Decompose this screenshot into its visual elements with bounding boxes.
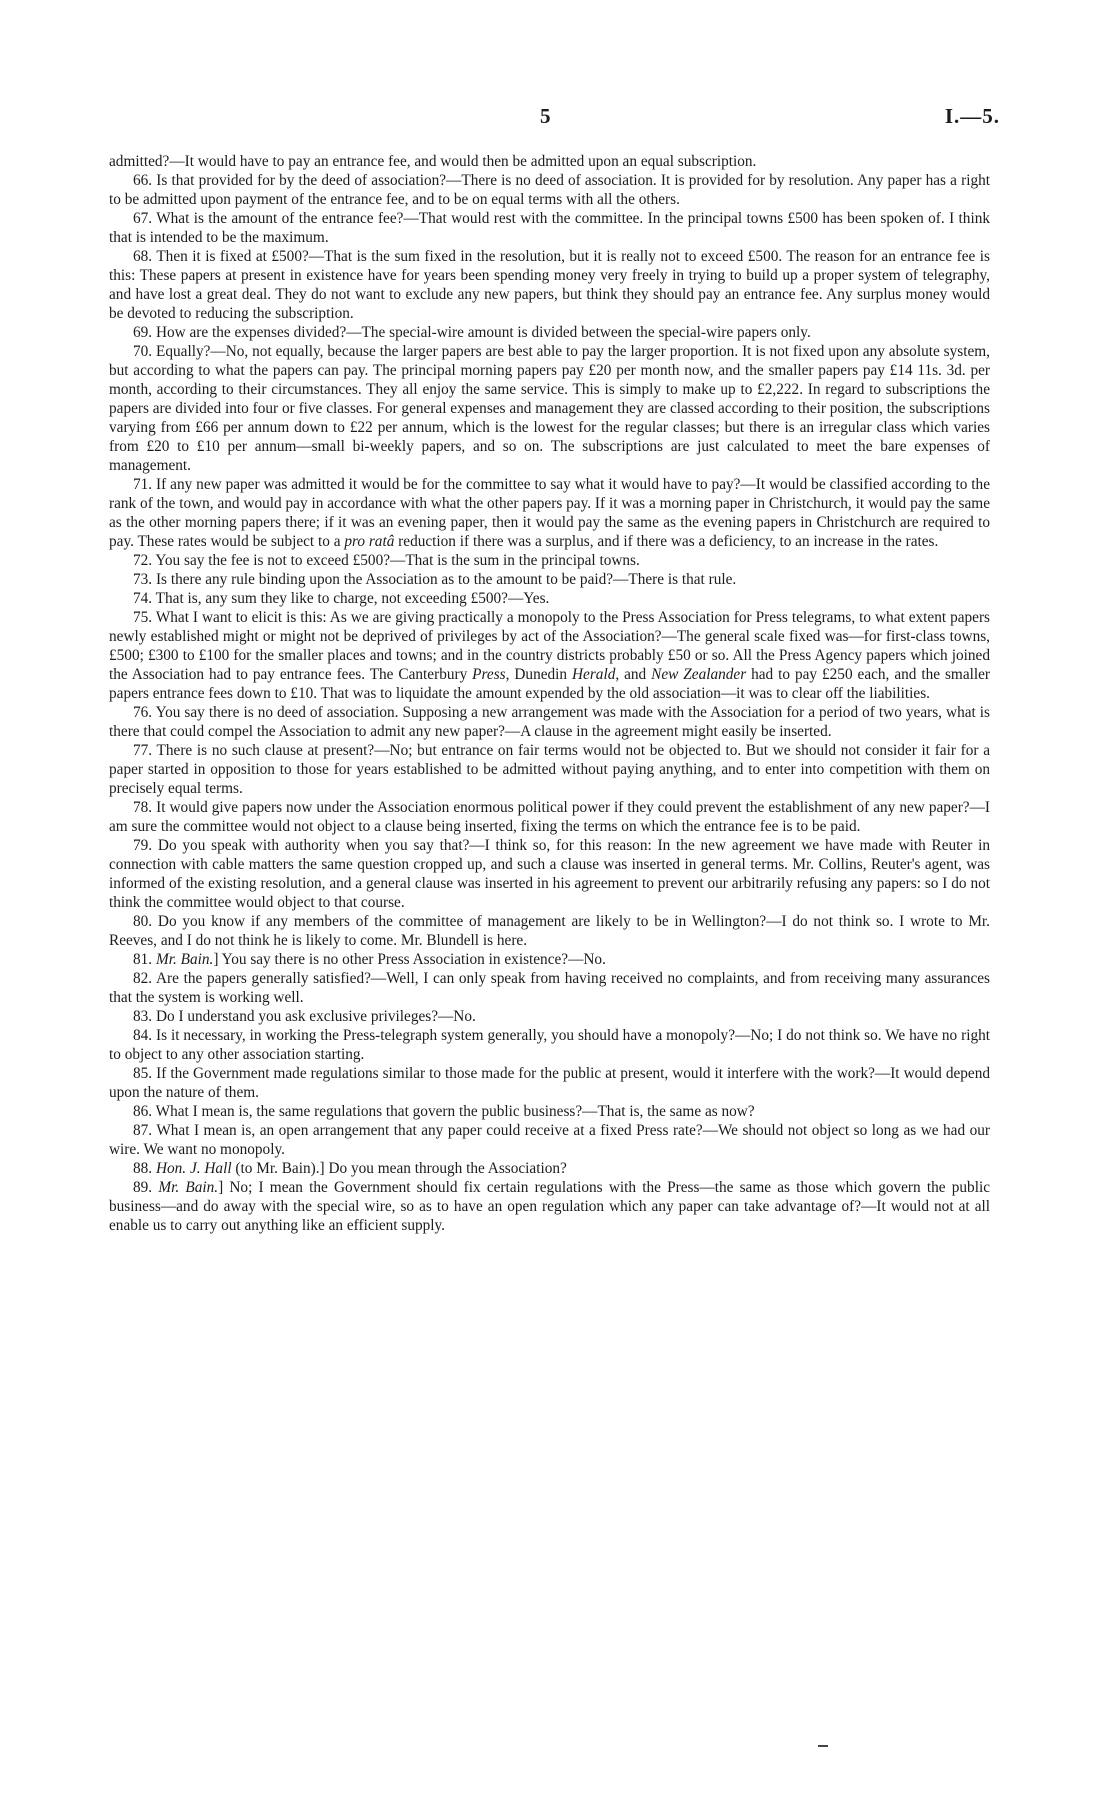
paragraph-79: 79. Do you speak with authority when you say that?—I think so, for this reason: In the new agreement we have made with Reuter in connection with cable matters the same question cropped up, and such a clause was inserted in general terms. Mr. Collins, Reuter's agent, was informed of the existing resolution, and a general clause was inserted in his agreement to prevent our arbitrarily refusing any papers: so I do not think the committee would object to that course. bbox=[109, 837, 990, 911]
paragraph-68: 68. Then it is fixed at £500?—That is the sum fixed in the resolution, but it is really not to exceed £500. The reason for an entrance fee is this: These papers at present in existence have for years been spending money very freely in trying to build up a proper system of telegraphy, and have lost a great deal. They do not want to exclude any new papers, but think they should pay an entrance fee. Any surplus money would be devoted to reducing the subscription. bbox=[109, 248, 990, 322]
paragraph-74: 74. That is, any sum they like to charge, not exceeding £500?—Yes. bbox=[133, 590, 550, 607]
paragraph-72: 72. You say the fee is not to exceed £500?—That is the sum in the principal towns. bbox=[133, 552, 640, 569]
paragraph-69: 69. How are the expenses divided?—The special-wire amount is divided between the special-wire papers only. bbox=[133, 324, 811, 341]
paragraph-67: 67. What is the amount of the entrance fee?—That would rest with the committee. In the principal towns £500 has been spoken of. I think that is intended to be the maximum. bbox=[109, 210, 990, 246]
text-run: 75. What I want to elicit is this: As we are giving practically a monopoly to the Press Association for Press telegrams, to what extent papers newly established might or might not be deprived of privileges by act of the Association?—The general scale fixed was—for first-class towns, £500; £300 to £100 for the smaller places and towns; and in the country districts probably £50 or so. All the Press Agency papers which joined the Association had to pay entrance fees. The Canterbury bbox=[109, 609, 990, 683]
paragraph-81 bbox=[109, 950, 990, 969]
text-run: ] No; I mean the Government should fix certain regulations with the Press—the same as those which govern the public business—and do away with the special wire, so as to have an open regulation which any paper can take advantage of?—It would not at all enable us to carry out anything like an efficient supply. bbox=[109, 1179, 990, 1234]
page-mark bbox=[818, 1745, 828, 1747]
italic-text: Mr. Bain. bbox=[155, 951, 214, 968]
paragraph-89 bbox=[109, 1178, 990, 1235]
paragraph-80: 80. Do you know if any members of the committee of management are likely to be in Wellington?—I do not think so. I wrote to Mr. Reeves, and I do not think he is likely to come. Mr. Blundell is here. bbox=[109, 913, 990, 949]
paragraph-87: 87. What I mean is, an open arrangement that any paper could receive at a fixed Press rate?—We should not object so long as we had our wire. We want no monopoly. bbox=[109, 1122, 990, 1158]
paragraph-71 bbox=[109, 475, 990, 551]
text-run: 71. If any new paper was admitted it would be for the committee to say what it would have to pay?—It would be classified according to the rank of the town, and would pay in accordance with what the other papers pay. If it was a morning paper in Christchurch, it would pay the same as the other morning papers there; if it was an evening paper, then it would pay the same as the evening papers in Christchurch are required to pay. These rates would be subject to a bbox=[109, 476, 990, 550]
paragraph-83: 83. Do I understand you ask exclusive privileges?—No. bbox=[133, 1008, 476, 1025]
text-run: ] You say there is no other Press Association in existence?—No. bbox=[213, 951, 606, 968]
text-run: , Dunedin bbox=[505, 666, 572, 683]
italic-text: Hon. J. Hall bbox=[155, 1160, 232, 1177]
text-run: 88. bbox=[133, 1160, 156, 1177]
text-run: (to Mr. Bain).] Do you mean through the Association? bbox=[231, 1160, 567, 1177]
text-run: reduction if there was a surplus, and if there was a deficiency, to an increase in the rates. bbox=[394, 533, 939, 550]
paragraph-86: 86. What I mean is, the same regulations that govern the public business?—That is, the same as now? bbox=[133, 1103, 755, 1120]
paragraph-78: 78. It would give papers now under the Association enormous political power if they could prevent the establishment of any new paper?—I am sure the committee would not object to a clause being inserted, fixing the terms on which the entrance fee is to be paid. bbox=[109, 799, 990, 835]
paragraph-75 bbox=[109, 608, 990, 703]
paragraph-84: 84. Is it necessary, in working the Press-telegraph system generally, you should have a monopoly?—No; I do not think so. We have no right to object to any other association starting. bbox=[109, 1027, 990, 1063]
paragraph-73: 73. Is there any rule binding upon the Association as to the amount to be paid?—There is that rule. bbox=[133, 571, 737, 588]
paragraph-88 bbox=[109, 1159, 990, 1178]
paragraph-66: 66. Is that provided for by the deed of association?—There is no deed of association. It is provided for by resolution. Any paper has a right to be admitted upon payment of the entrance fee, and to be on equal terms with all the others. bbox=[109, 172, 990, 208]
italic-text: Herald bbox=[572, 666, 616, 683]
text-run: , and bbox=[615, 666, 652, 683]
italic-text: pro ratâ bbox=[344, 533, 395, 550]
paragraph-76: 76. You say there is no deed of association. Supposing a new arrangement was made with the Association for a period of two years, what is there that could compel the Association to admit any new paper?—A clause in the agreement might easily be inserted. bbox=[109, 704, 990, 740]
paragraph-70: 70. Equally?—No, not equally, because the larger papers are best able to pay the larger proportion. It is not fixed upon any absolute system, but according to what the papers can pay. The principal morning papers pay £20 per month now, and the smaller papers pay £14 11s. 3d. per month, according to their circumstances. They all enjoy the same service. This is simply to make up to £2,222. In regard to subscriptions the papers are divided into four or five classes. For general expenses and management they are classed according to their position, the subscriptions varying from £66 per annum down to £22 per annum, which is the lowest for the regular classes; but there is an irregular class which varies from £20 to £10 per annum—small bi-weekly papers, and so on. The subscriptions are just calculated to meet the bare expenses of management. bbox=[109, 343, 990, 474]
text-run: had to pay £250 each, and the smaller papers entrance fees down to £10. That was to liquidate the amount expended by the old association—it was to clear off the liabilities. bbox=[109, 666, 990, 702]
paragraph-82: 82. Are the papers generally satisfied?—Well, I can only speak from having received no complaints, and from receiving many assurances that the system is working well. bbox=[109, 970, 990, 1006]
text-run: 81. bbox=[133, 951, 156, 968]
page-header bbox=[110, 104, 1000, 134]
document-reference: I.—5. bbox=[944, 104, 1000, 128]
italic-text: Mr. Bain. bbox=[158, 1179, 219, 1196]
italic-text: Press bbox=[472, 666, 506, 683]
paragraph-77: 77. There is no such clause at present?—No; but entrance on fair terms would not be objected to. But we should not consider it fair for a paper started in opposition to those for years established to be admitted without paying anything, and to enter into competition with them on precisely equal terms. bbox=[109, 742, 990, 797]
page-number: 5 bbox=[540, 104, 551, 128]
paragraph-continuation: admitted?—It would have to pay an entrance fee, and would then be admitted upon an equal subscription. bbox=[109, 153, 757, 170]
text-run: 89. bbox=[133, 1179, 159, 1196]
italic-text: New Zealander bbox=[651, 666, 747, 683]
paragraph-85: 85. If the Government made regulations similar to those made for the public at present, would it interfere with the work?—It would depend upon the nature of them. bbox=[109, 1065, 990, 1101]
evidence-text bbox=[109, 152, 990, 1235]
